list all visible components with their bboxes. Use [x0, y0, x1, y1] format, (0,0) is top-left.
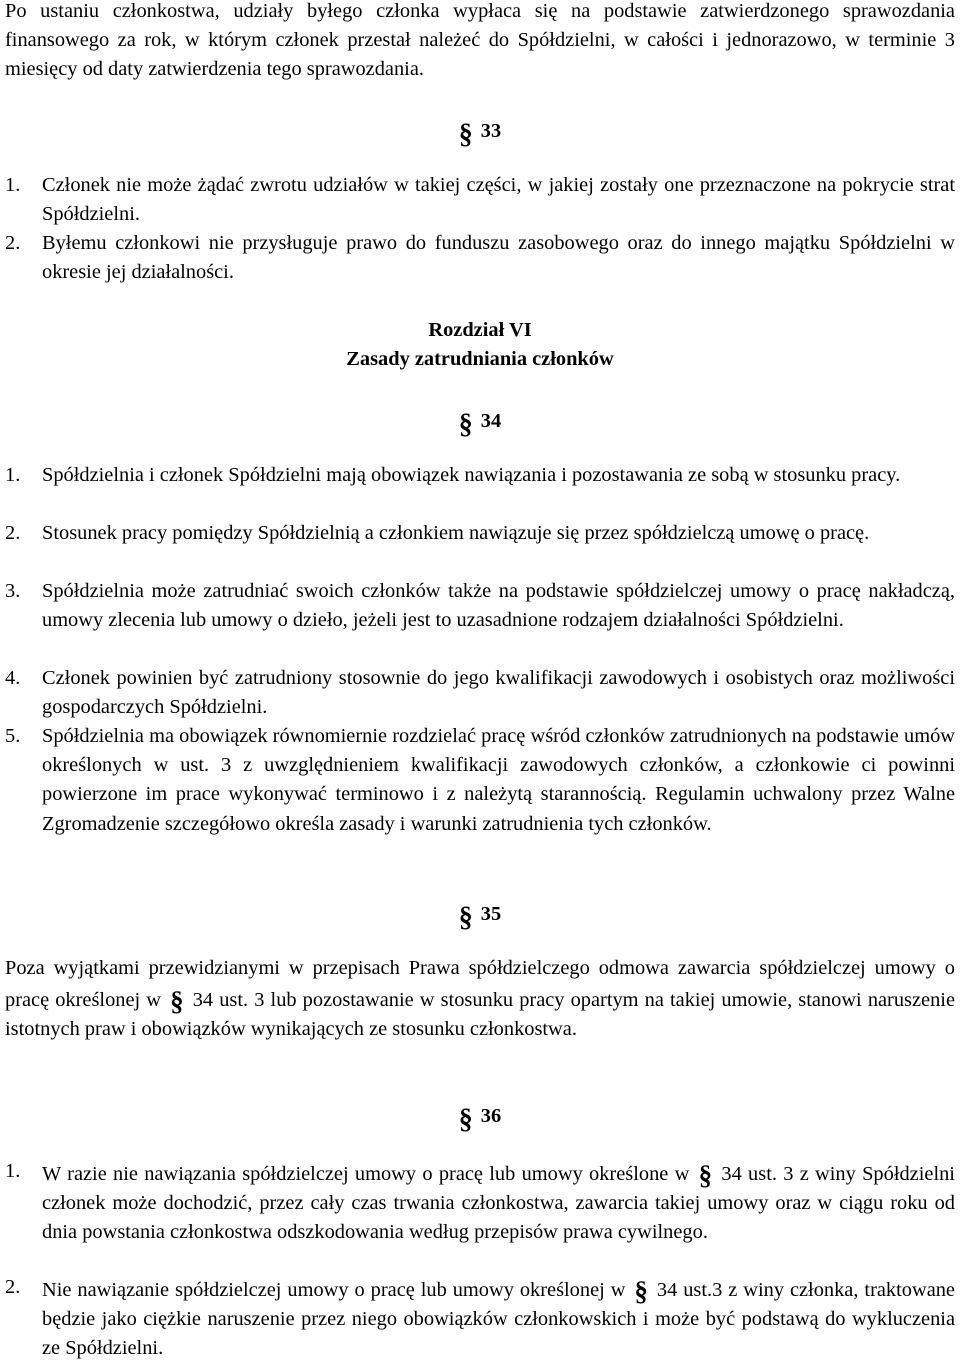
- item-text: Członek powinien być zatrudniony stosownie do jego kwalifikacji zawodowych i osobistych oraz możliwości gospodarczych Spółdzielni.: [42, 667, 955, 719]
- item-text: Spółdzielnia może zatrudniać swoich członków także na podstawie spółdzielczej umowy o pracę nakładczą, umowy zlecenia lub umowy o dzieło, jeżeli jest to uzasadnione rodzajem działalności Spółdzielni.: [42, 580, 955, 632]
- item-text: Stosunek pracy pomiędzy Spółdzielnią a członkiem nawiązuje się przez spółdzielczą umowę o pracę.: [42, 522, 870, 544]
- section-heading-33: [0, 114, 960, 150]
- section-number: 36: [480, 1105, 502, 1127]
- chapter-title: Zasady zatrudniania członków: [346, 348, 614, 370]
- section-number: 34: [480, 410, 502, 432]
- item-text: Byłemu członkowi nie przysługuje prawo do funduszu zasobowego oraz do innego majątku Spółdzielni w okresie jej działalności.: [42, 232, 955, 284]
- item-number: 2.: [5, 232, 21, 254]
- item-text: Spółdzielnia ma obowiązek równomiernie rozdzielać pracę wśród członków zatrudnionych na podstawie umów określonych w ust. 3 z uwzględnieniem kwalifikacji zawodowych członków, a członkowie ci powinni powierzone im prace wykonywać terminowo i z należytą starannością. Regulamin uchwalony przez Walne Zgromadzenie szczegółowo określa zasady i warunki zatrudnienia tych członków.: [42, 725, 955, 835]
- section-heading-36: [0, 1099, 960, 1135]
- list-item: [5, 229, 955, 287]
- item-number: 1.: [5, 174, 21, 196]
- section-number: 35: [480, 903, 502, 925]
- item-text: Spółdzielnia i członek Spółdzielni mają obowiązek nawiązania i pozostawania ze sobą w stosunku pracy.: [42, 464, 901, 486]
- list-item: [5, 1157, 955, 1248]
- item-number: 2.: [5, 522, 21, 544]
- item-text-after: 34 ust. 3 z winy Spółdzielni członek może dochodzić, przez cały czas trwania członkostwa, zawarcia takiej umowy oraz w ciągu roku od dnia powstania członkostwa odszkodowania według przepisów prawa cywilnego.: [42, 1163, 955, 1244]
- paragraph-text-after: 34 ust. 3 lub pozostawanie w stosunku pracy opartym na takiej umowie, stanowi naruszenie istotnych praw i obowiązków wynikających ze stosunku członkostwa.: [5, 989, 955, 1041]
- item-text-after: 34 ust.3 z winy członka, traktowane będzie jako ciężkie naruszenie przez niego obowiązków członkowskich i może być podstawą do wykluczenia ze Spółdzielni.: [42, 1279, 955, 1360]
- list-item: [5, 171, 955, 229]
- section-symbol: §: [458, 1104, 473, 1135]
- item-number: 1.: [5, 464, 21, 486]
- list-item: [5, 722, 955, 839]
- item-text-before: Nie nawiązanie spółdzielczej umowy o pracę lub umowy określonej w: [42, 1279, 626, 1301]
- chapter-number: Rozdział VI: [428, 319, 532, 341]
- item-text: Członek nie może żądać zwrotu udziałów w takiej części, w jakiej zostały one przeznaczone na pokrycie strat Spółdzielni.: [42, 174, 955, 226]
- item-number: 1.: [5, 1160, 21, 1182]
- item-number: 4.: [5, 667, 21, 689]
- section-symbol: §: [458, 902, 473, 933]
- section-heading-34: [0, 404, 960, 440]
- paragraph-text-before: Poza wyjątkami przewidzianymi w przepisach Prawa spółdzielczego odmowa zawarcia spółdzielczej umowy o pracę określonej w: [5, 957, 955, 1012]
- item-text-before: W razie nie nawiązania spółdzielczej umowy o pracę lub umowy określone w: [42, 1163, 690, 1185]
- section-heading-35: [0, 897, 960, 933]
- list-item: [5, 519, 955, 548]
- section-symbol: §: [634, 1276, 648, 1306]
- item-number: 2.: [5, 1276, 21, 1298]
- section-symbol: §: [458, 409, 473, 440]
- item-number: 3.: [5, 580, 21, 602]
- list-item: [5, 577, 955, 635]
- intro-paragraph: Po ustaniu członkostwa, udziały byłego członka wypłaca się na podstawie zatwierdzonego sprawozdania finansowego za rok, w którym członek przestał należeć do Spółdzielni, w całości i jednorazowo, w terminie 3 miesięcy od daty zatwierdzenia tego sprawozdania.: [5, 0, 955, 81]
- section-35-paragraph: [5, 954, 955, 1045]
- list-item: [5, 664, 955, 722]
- item-number: 5.: [5, 725, 21, 747]
- list-item: [5, 1273, 955, 1364]
- list-item: [5, 461, 955, 490]
- section-symbol: §: [698, 1160, 713, 1190]
- section-symbol: §: [170, 986, 184, 1017]
- section-number: 33: [480, 120, 502, 142]
- section-symbol: §: [458, 119, 473, 150]
